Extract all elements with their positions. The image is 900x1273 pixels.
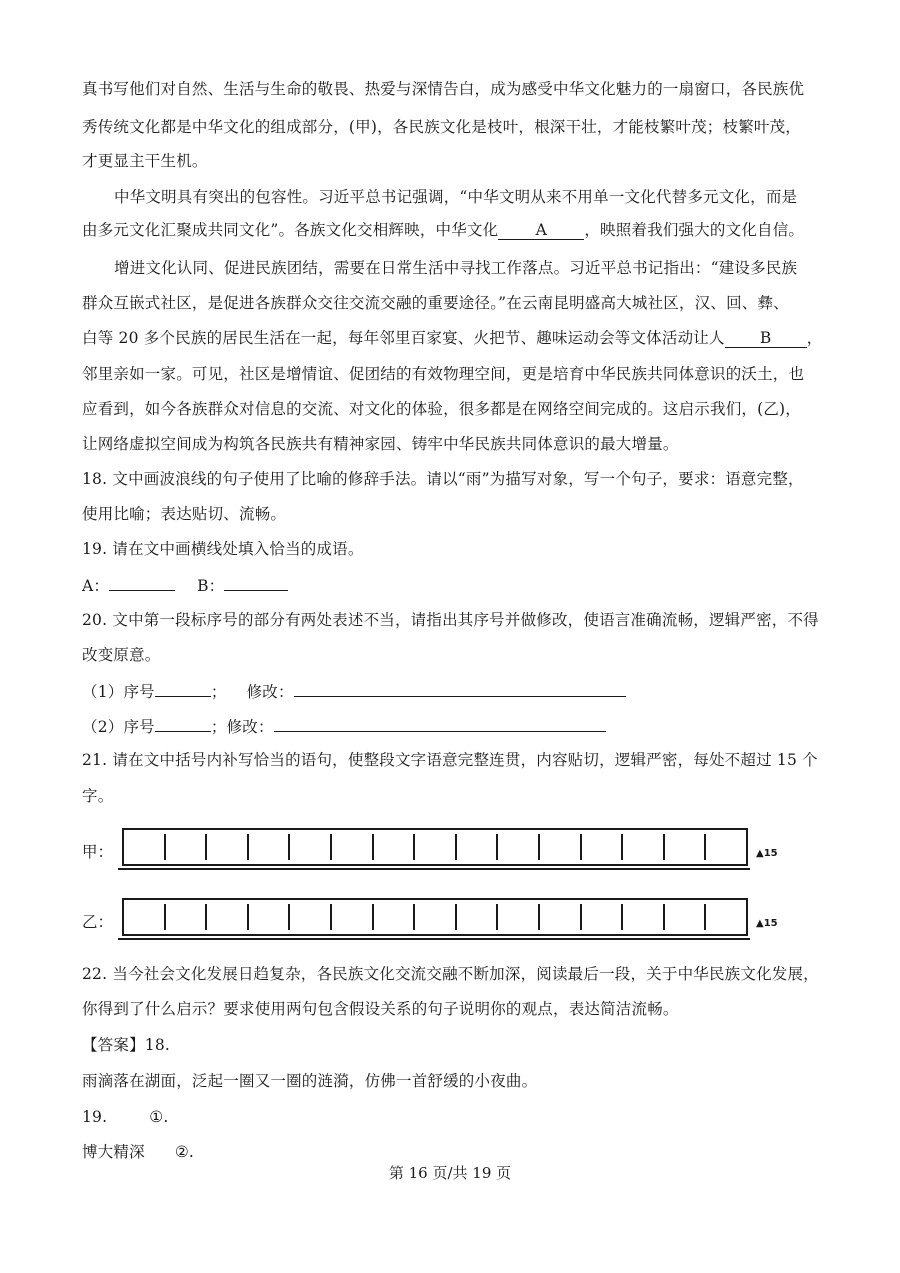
- grid-cells-jia[interactable]: [122, 828, 748, 866]
- paragraph3-line3: [82, 328, 822, 348]
- paragraph3-line2: 群众互嵌式社区，是促进各族群众交往交流交融的重要途径。”在云南昆明盛高大城社区，汉、回、彝、: [82, 294, 789, 312]
- grid-limit-mark-yi: ▲15: [756, 918, 778, 929]
- grid-label-jia: 甲：: [82, 843, 114, 861]
- paragraph2-text-after-a: ，映照着我们强大的文化自信。: [584, 221, 805, 239]
- question-22-line1: 22. 当今社会文化发展日趋复杂，各民族文化交流交融不断加深，阅读最后一段，关于中华民族文化发展，: [82, 965, 819, 983]
- question-22-line2: 你得到了什么启示？要求使用两句包含假设关系的句子说明你的观点，表达简洁流畅。: [82, 1000, 679, 1018]
- row1-modify-blank[interactable]: [294, 680, 626, 697]
- answer-19-mark-2: ②.: [174, 1143, 195, 1161]
- question-18-line1: 18. 文中画波浪线的句子使用了比喻的修辞手法。请以“雨”为描写对象，写一个句子，要求：语意完整，: [82, 470, 804, 488]
- grid-label-yi: 乙：: [82, 913, 114, 931]
- answer-header: 【答案】18.: [82, 1036, 171, 1054]
- grid-limit-mark-jia: ▲15: [756, 848, 778, 859]
- question-19-line1: 19. 请在文中画横线处填入恰当的成语。: [82, 540, 364, 558]
- question-20-line2: 改变原意。: [82, 646, 161, 664]
- paragraph3-text-before-b: 白等 20 多个民族的居民生活在一起，每年邻里百家宴、火把节、趣味运动会等文体活动让人: [82, 329, 725, 347]
- paragraph3-line6: 让网络虚拟空间成为构筑各民族共有精神家园、铸牢中华民族共同体意识的最大增量。: [82, 435, 679, 453]
- paragraph2-text-before-a: 由多元文化汇聚成共同文化”。各族文化交相辉映，中华文化: [82, 221, 499, 239]
- paragraph3-text-after-b: ，: [806, 329, 823, 347]
- row1-number-label: （1）序号: [82, 683, 155, 701]
- grid-cells-yi[interactable]: [122, 898, 748, 936]
- grid-baseline-jia: [118, 868, 750, 870]
- answer-19-value: 博大精深: [82, 1143, 145, 1161]
- row1-number-blank[interactable]: [155, 680, 211, 697]
- question-20-line1: 20. 文中第一段标序号的部分有两处表述不当，请指出其序号并做修改，使语言准确流畅，逻辑严密，不得: [82, 611, 819, 629]
- page-footer: 第 16 页/共 19 页: [388, 1164, 512, 1182]
- row1-separator: ；: [210, 683, 227, 701]
- answer-blank-b[interactable]: [224, 574, 288, 591]
- question-19-blanks: [82, 574, 288, 596]
- row2-modify-blank[interactable]: [274, 715, 606, 732]
- paragraph3-line4: 邻里亲如一家。可见，社区是增情谊、促团结的有效物理空间，更是培育中华民族共同体意识的沃土，也: [82, 365, 805, 383]
- row2-number-label: （2）序号: [82, 718, 155, 736]
- question-21-line2: 字。: [82, 787, 114, 805]
- answer-blank-a[interactable]: [109, 574, 175, 591]
- question-20-row2: [82, 715, 606, 737]
- paragraph3-line1: 增进文化认同、促进民族团结，需要在日常生活中寻找工作落点。习近平总书记指出：“建设多民族: [114, 259, 798, 277]
- blank-b: B: [725, 330, 807, 348]
- paragraph2-line2: [82, 220, 804, 240]
- row1-modify-label: 修改：: [246, 683, 294, 701]
- answer-19-number: 19.: [82, 1108, 108, 1126]
- row2-number-blank[interactable]: [155, 715, 211, 732]
- paragraph1-line3: 才更显主干生机。: [82, 152, 208, 170]
- answer-grid-jia: [82, 828, 802, 872]
- grid-baseline-yi: [118, 938, 750, 940]
- question-21-line1: 21. 请在文中括号内补写恰当的语句，使整段文字语意完整连贯，内容贴切，逻辑严密，每处不超过 15 个: [82, 751, 818, 769]
- paragraph2-line1: 中华文明具有突出的包容性。习近平总书记强调，“中华文明从来不用单一文化代替多元文化，而是: [114, 188, 798, 206]
- paragraph3-line5: 应看到，如今各族群众对信息的交流、对文化的体验，很多都是在网络空间完成的。这启示我们，(乙)，: [82, 400, 801, 418]
- answer-label-a: A：: [82, 577, 110, 595]
- answer-18-text: 雨滴落在湖面，泛起一圈又一圈的涟漪，仿佛一首舒缓的小夜曲。: [82, 1072, 538, 1090]
- answer-19-value-line: [82, 1142, 194, 1162]
- paragraph1-line2: 秀传统文化都是中华文化的组成部分，(甲)，各民族文化是枝叶，根深干壮，才能枝繁叶茂；枝繁叶茂，: [82, 118, 801, 136]
- answer-grid-yi: [82, 898, 802, 942]
- answer-19-mark-1: ①.: [149, 1108, 169, 1126]
- answer-19-line: [82, 1107, 169, 1127]
- blank-a: A: [498, 222, 584, 240]
- paragraph1-line1: 真书写他们对自然、生活与生命的敬畏、热爱与深情告白，成为感受中华文化魅力的一扇窗口，各民族优: [82, 80, 805, 98]
- question-20-row1: [82, 680, 626, 702]
- answer-label-b: B：: [197, 577, 225, 595]
- question-18-line2: 使用比喻；表达贴切、流畅。: [82, 505, 287, 523]
- row2-modify-label: ；修改：: [210, 718, 274, 736]
